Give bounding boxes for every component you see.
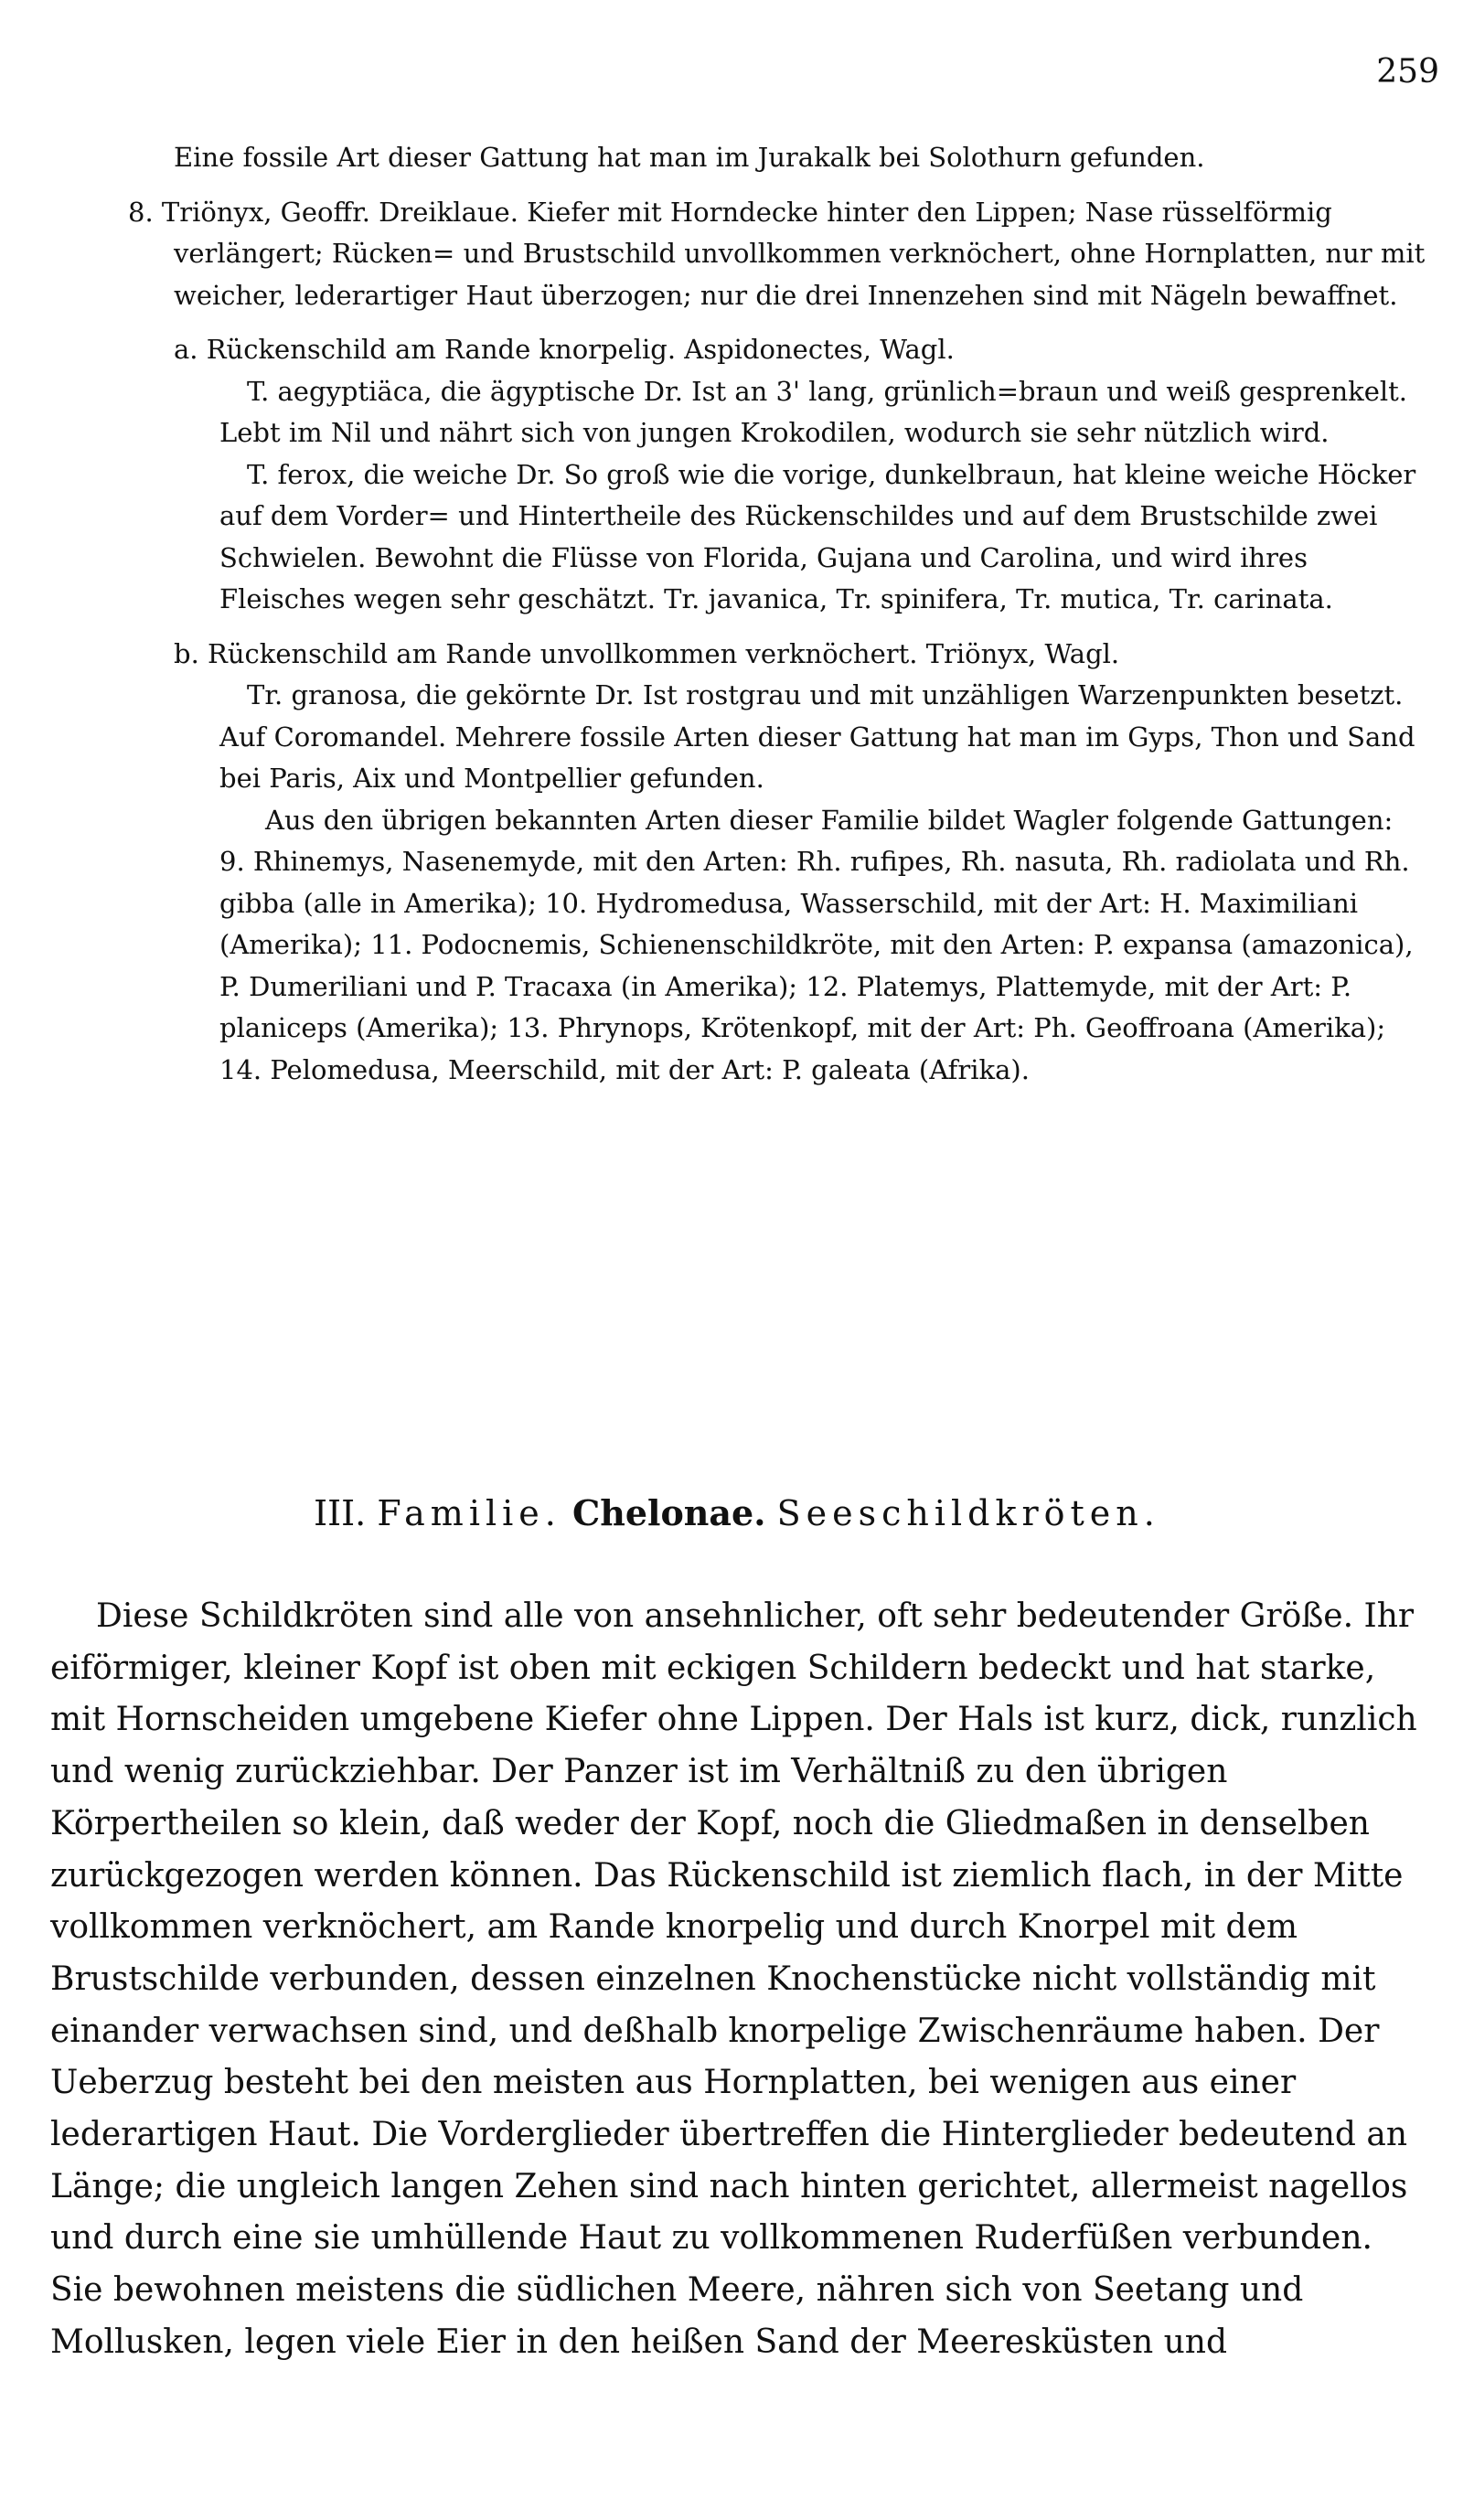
subgroup-b: b. Rückenschild am Rande unvollkommen verknöchert. Triönyx, Wagl. bbox=[174, 637, 1120, 669]
heading-family: Familie. bbox=[377, 1493, 561, 1533]
lower-text-block bbox=[50, 1591, 1422, 2369]
species-ferox: T. ferox, die weiche Dr. So groß wie die vorige, dunkelbraun, hat kleine weiche Höcker auf dem Vorder= und Hintertheile des Rückenschildes und auf dem Brustschilde zwei Schwielen. Bewohnt die Flüsse von Florida, Gujana und Carolina, und wird ihres Fleisches wegen sehr geschätzt. Tr. javanica, Tr. spinifera, Tr. mutica, Tr. carinata. bbox=[219, 458, 1416, 614]
section-heading bbox=[0, 1492, 1474, 1533]
paragraph-chelonae-description: Diese Schildkröten sind alle von ansehnlicher, oft sehr bedeutender Größe. Ihr eiförmiger, kleiner Kopf ist oben mit eckigen Schildern bedeckt und hat starke, mit Hornscheiden umgebene Kiefer ohne Lippen. Der Hals ist kurz, dick, runzlich und wenig zurückziehbar. Der Panzer ist im Verhältniß zu den übrigen Körpertheilen so klein, daß weder der Kopf, noch die Gliedmaßen in denselben zurückgezogen werden können. Das Rückenschild ist ziemlich flach, in der Mitte vollkommen verknöchert, am Rande knorpelig und durch Knorpel mit dem Brustschilde verbunden, dessen einzelnen Knochenstücke nicht vollständig mit einander verwachsen sind, und deßhalb knorpelige Zwischenräume haben. Der Ueberzug besteht bei den meisten aus Hornplatten, bei wenigen aus einer lederartigen Haut. Die Vorderglieder übertreffen die Hinterglieder bedeutend an Länge; die ungleich langen Zehen sind nach hinten gerichtet, allermeist nagellos und durch eine sie umhüllende Haut zu vollkommenen Ruderfüßen verbunden. Sie bewohnen meistens die südlichen Meere, nähren sich von Seetang und Mollusken, legen viele Eier in den heißen Sand der Meeresküsten und bbox=[50, 1597, 1417, 2361]
subgroup-a: a. Rückenschild am Rande knorpelig. Aspidonectes, Wagl. bbox=[174, 334, 955, 365]
paragraph-fossil-note: Eine fossile Art dieser Gattung hat man im Jurakalk bei Solothurn gefunden. bbox=[174, 142, 1205, 173]
heading-latin: Chelonae. bbox=[571, 1492, 766, 1533]
page-number: 259 bbox=[1376, 53, 1439, 91]
species-granosa: Tr. granosa, die gekörnte Dr. Ist rostgrau und mit unzähligen Warzenpunkten besetzt. Auf Coromandel. Mehrere fossile Arten dieser Gattung hat man im Gyps, Thon und Sand bei Paris, Aix und Montpellier gefunden. bbox=[219, 679, 1415, 794]
genus-trionyx-description: 8. Triönyx, Geoffr. Dreiklaue. Kiefer mit Horndecke hinter den Lippen; Nase rüsselförmig verlängert; Rücken= und Brustschild unvollkommen verknöchert, ohne Hornplatten, nur mit weicher, lederartiger Haut überzogen; nur die drei Innenzehen sind mit Nägeln bewaffnet. bbox=[128, 196, 1426, 311]
species-aegyptiaca: T. aegyptiäca, die ägyptische Dr. Ist an 3' lang, grünlich=braun und weiß gesprenkelt. Lebt im Nil und nährt sich von jungen Krokodilen, wodurch sie sehr nützlich wird. bbox=[219, 375, 1408, 448]
heading-number: III. bbox=[314, 1493, 367, 1533]
heading-german: Seeschildkröten. bbox=[776, 1493, 1160, 1533]
paragraph-wagler-genera: Aus den übrigen bekannten Arten dieser Familie bildet Wagler folgende Gattungen: 9. Rhinemys, Nasenemyde, mit den Arten: Rh. rufipes, Rh. nasuta, Rh. radiolata und Rh. gibba (alle in Amerika); 10. Hydromedusa, Wasserschild, mit der Art: H. Maximiliani (Amerika); 11. Podocnemis, Schienenschildkröte, mit den Arten: P. expansa (amazonica), P. Dumeriliani und P. Tracaxa (in Amerika); 12. Platemys, Plattemyde, mit der Art: P. planiceps (Amerika); 13. Phrynops, Krötenkopf, mit der Art: Ph. Geoffroana (Amerika); 14. Pelomedusa, Meerschild, mit der Art: P. galeata (Afrika). bbox=[219, 804, 1414, 1085]
upper-text-block bbox=[128, 137, 1426, 1091]
